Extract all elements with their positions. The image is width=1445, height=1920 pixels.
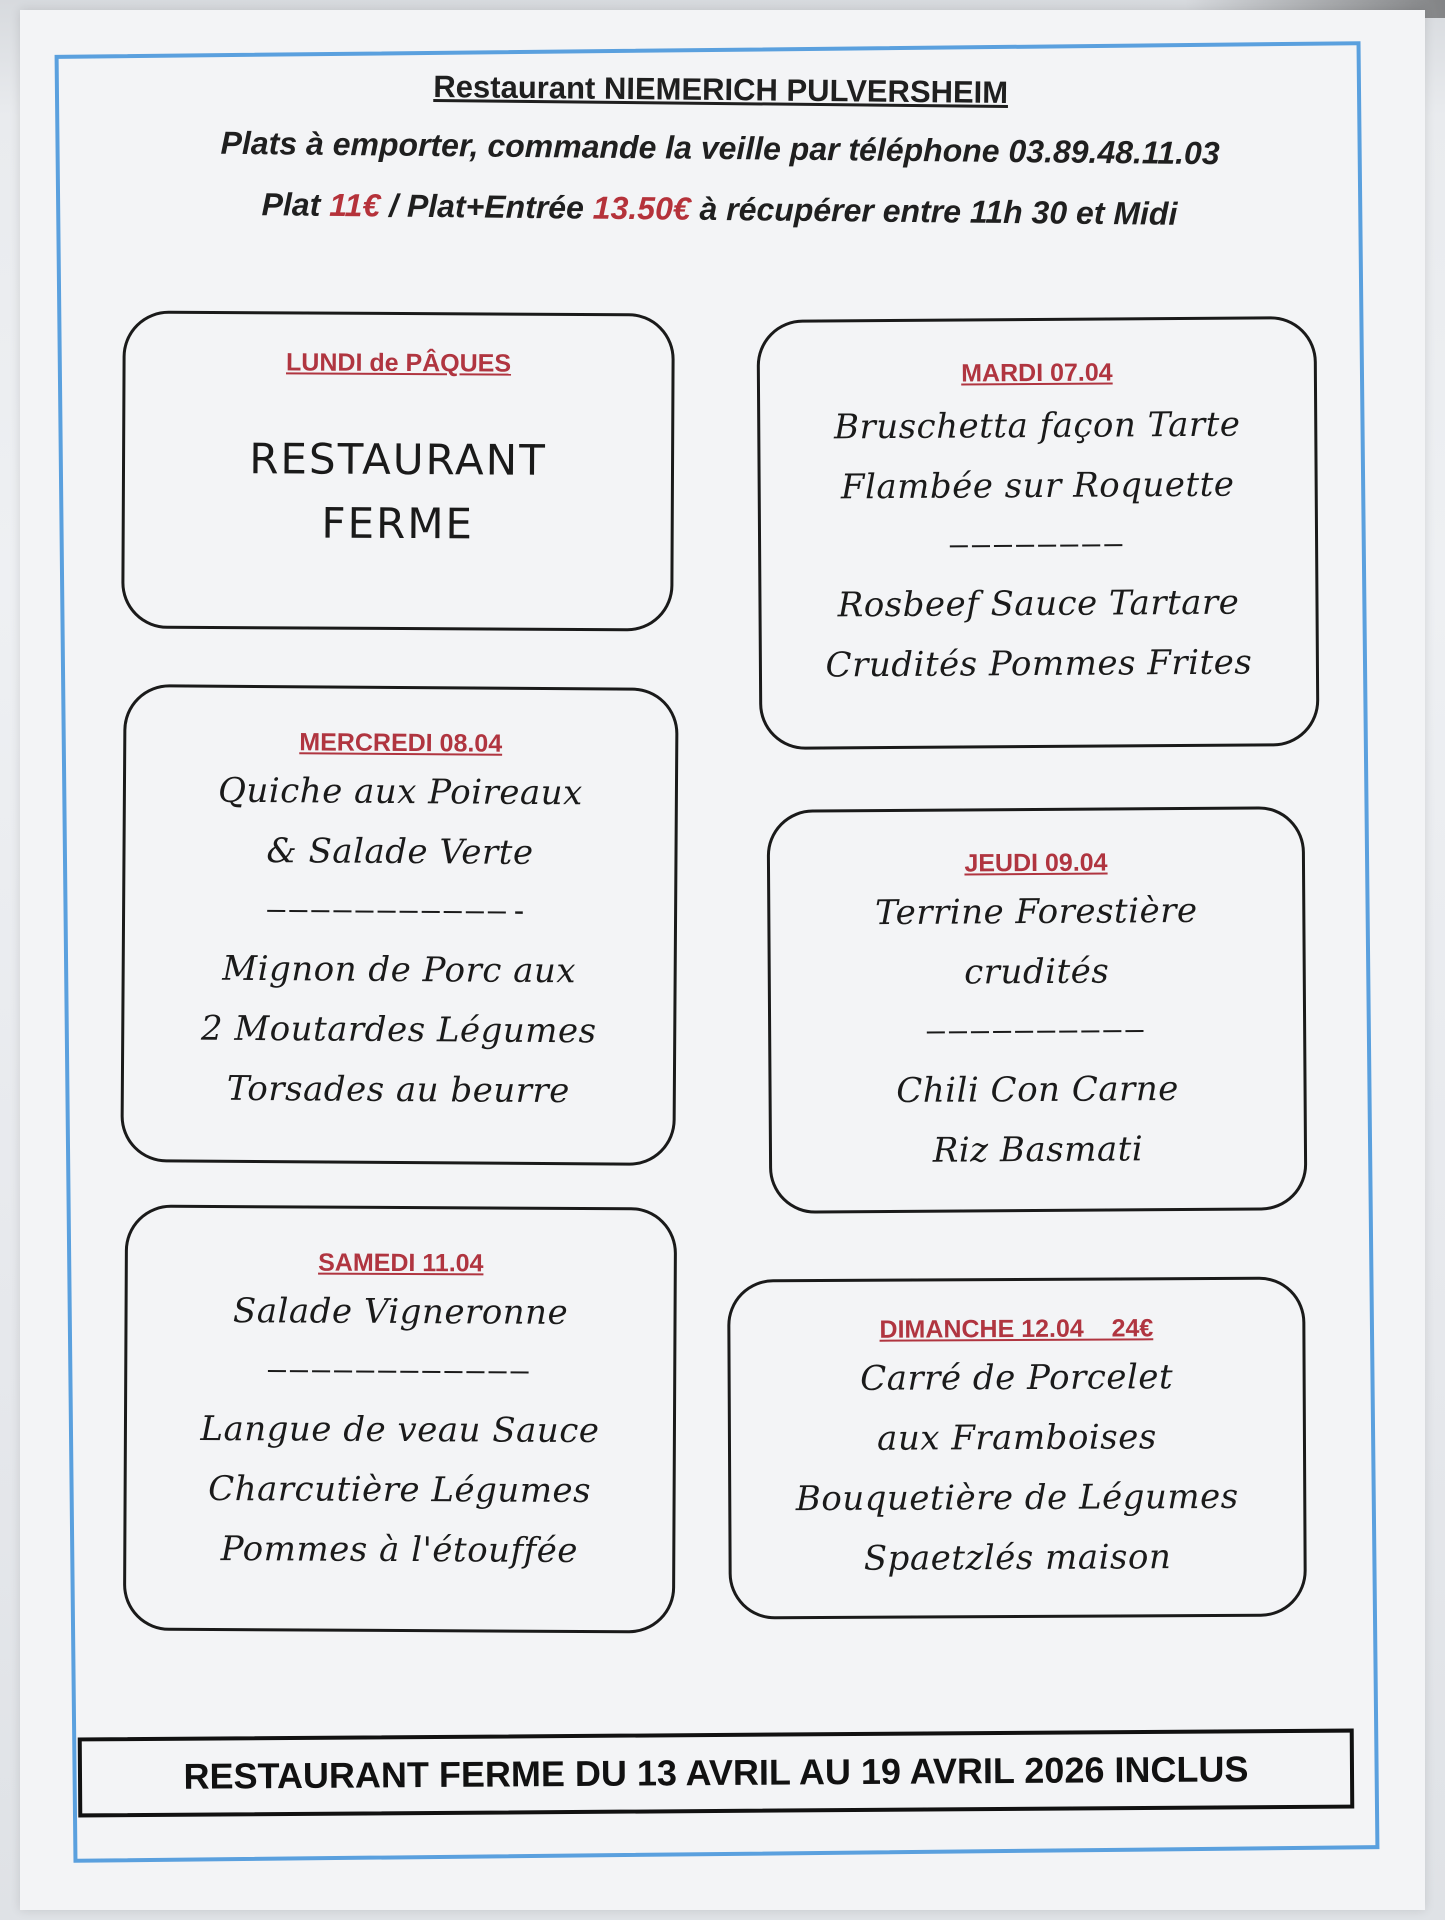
price-plat-entree: 13.50€	[592, 189, 691, 227]
card-lundi	[121, 311, 675, 632]
jeudi-entree-1: Terrine Forestière	[874, 890, 1198, 934]
dimanche-plat-4: Spaetzlés maison	[863, 1537, 1172, 1579]
restaurant-title: Restaurant NIEMERICH PULVERSHEIM	[433, 68, 1009, 111]
closed-line-2: FERME	[321, 498, 475, 549]
mercredi-entree-2: & Salade Verte	[266, 831, 534, 873]
dimanche-plat-2: aux Framboises	[877, 1417, 1157, 1459]
day-label-lundi: LUNDI de PÂQUES	[285, 348, 512, 378]
dimanche-plat-3: Bouquetière de Légumes	[795, 1476, 1239, 1520]
samedi-plat-2: Charcutière Légumes	[208, 1468, 592, 1512]
card-mardi	[757, 316, 1320, 750]
dimanche-plat-1: Carré de Porcelet	[860, 1357, 1174, 1399]
day-label-samedi: SAMEDI 11.04	[318, 1248, 484, 1278]
mardi-plat-2: Crudités Pommes Frites	[825, 642, 1253, 686]
samedi-entree-1: Salade Vigneronne	[232, 1291, 569, 1333]
closure-notice: RESTAURANT FERME DU 13 AVRIL AU 19 AVRIL 2026 INCLUS	[78, 1729, 1355, 1818]
menu-header	[119, 66, 1321, 259]
samedi-plat-3: Pommes à l'étouffée	[220, 1529, 579, 1571]
order-info-line: Plats à emporter, commande la veille par téléphone 03.89.48.11.03	[220, 124, 1220, 172]
mardi-entree-2: Flambée sur Roquette	[840, 464, 1235, 508]
price-plat: 11€	[329, 186, 381, 224]
mercredi-separator: ———————————-	[267, 892, 533, 929]
price-info-line	[119, 185, 1319, 235]
jeudi-plat-1: Chili Con Carne	[896, 1069, 1179, 1111]
mardi-separator: ————————	[949, 526, 1127, 563]
jeudi-entree-2: crudités	[964, 951, 1110, 993]
day-label-dimanche: DIMANCHE 12.04 24€	[879, 1314, 1154, 1344]
card-mercredi	[120, 684, 678, 1166]
mercredi-plat-1: Mignon de Porc aux	[222, 948, 577, 992]
mercredi-plat-2: 2 Moutardes Légumes	[200, 1008, 597, 1052]
day-label-jeudi: JEUDI 09.04	[964, 848, 1108, 878]
card-jeudi	[767, 806, 1308, 1214]
samedi-separator: ————————————	[267, 1352, 533, 1389]
day-label-mardi: MARDI 07.04	[961, 358, 1113, 388]
price-prefix: Plat	[261, 186, 330, 223]
closed-line-1: RESTAURANT	[249, 434, 547, 485]
card-dimanche	[727, 1276, 1307, 1619]
jeudi-plat-2: Riz Basmati	[932, 1129, 1144, 1171]
mercredi-entree-1: Quiche aux Poireaux	[217, 770, 583, 814]
jeudi-separator: ——————————	[926, 1012, 1148, 1049]
day-label-mercredi: MERCREDI 08.04	[299, 728, 503, 758]
mercredi-plat-3: Torsades au beurre	[226, 1068, 570, 1112]
samedi-plat-1: Langue de veau Sauce	[200, 1408, 600, 1452]
pickup-time: à récupérer entre 11h 30 et Midi	[690, 190, 1178, 232]
card-samedi	[123, 1205, 677, 1634]
price-mid: / Plat+Entrée	[380, 187, 593, 226]
mardi-plat-1: Rosbeef Sauce Tartare	[837, 582, 1240, 626]
mardi-entree-1: Bruschetta façon Tarte	[833, 404, 1241, 448]
